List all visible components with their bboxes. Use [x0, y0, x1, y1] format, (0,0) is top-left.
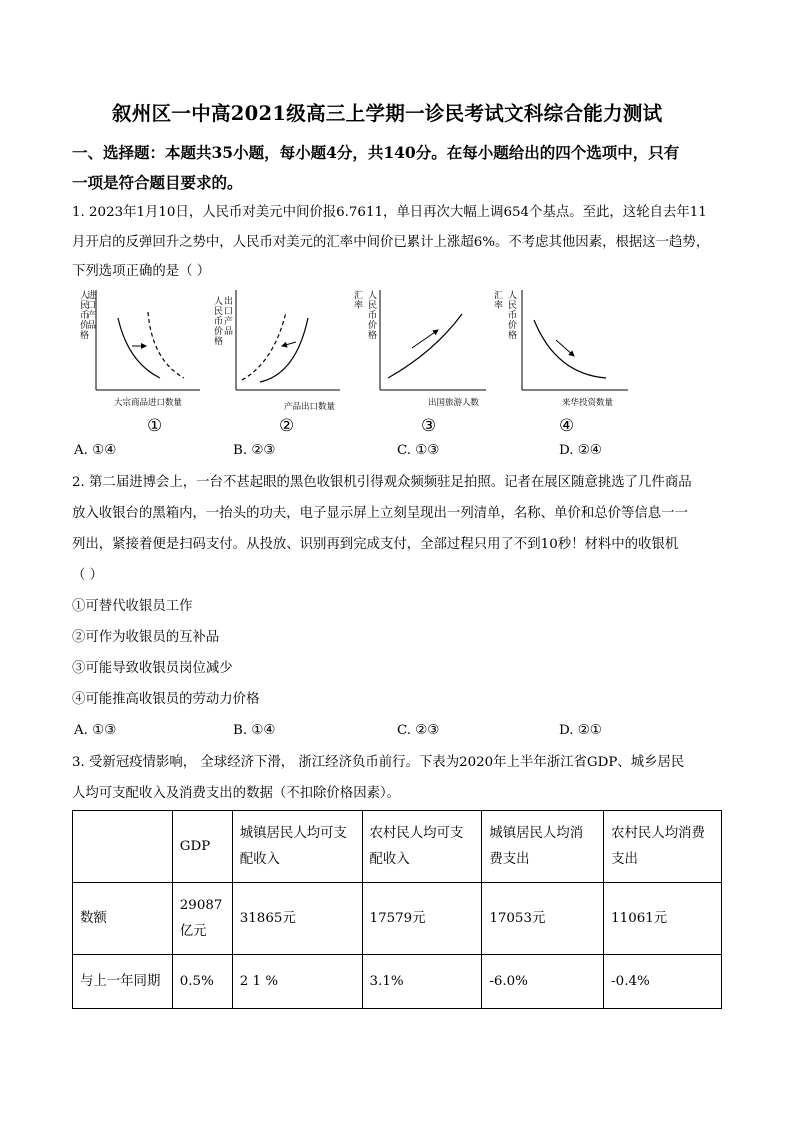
- trend-arrow: [556, 340, 574, 356]
- svg-text:价: 价: [80, 321, 90, 331]
- chart-4-number: ④: [559, 416, 575, 436]
- table-cell: -6.0%: [482, 955, 604, 1009]
- chart-2-xlabel: 产品出口数量: [284, 402, 336, 412]
- table-cell: 数额: [73, 883, 173, 955]
- table-cell: -0.4%: [604, 955, 722, 1009]
- table-header-cell: 城镇居民人均可支配收入: [232, 811, 362, 883]
- svg-text:人: 人: [508, 291, 518, 301]
- q2-option-c[interactable]: C. ②③: [397, 723, 440, 738]
- svg-text:格: 格: [508, 331, 518, 341]
- svg-text:产: 产: [224, 317, 234, 327]
- svg-text:民: 民: [80, 301, 90, 311]
- table-cell: 17579元: [362, 883, 482, 955]
- table-cell: 11061元: [604, 883, 722, 955]
- chart-3: [354, 290, 494, 415]
- q2-text-line4: （ ）: [72, 568, 104, 583]
- svg-text:价: 价: [508, 321, 518, 331]
- chart-2: [212, 290, 352, 415]
- q2-statement-4: ④可能推高收银员的劳动力价格: [72, 692, 260, 707]
- data-table: [72, 810, 722, 1009]
- q2-statement-3: ③可能导致收银员岗位减少: [72, 661, 233, 676]
- svg-text:格: 格: [80, 331, 90, 341]
- svg-text:人: 人: [368, 291, 378, 301]
- page-title: 叙州区一中高2021级高三上学期一诊民考试文科综合能力测试: [112, 102, 663, 125]
- table-header-row: [73, 811, 722, 883]
- svg-text:民: 民: [368, 301, 378, 311]
- svg-text:率: 率: [494, 301, 504, 311]
- table-row: [73, 883, 722, 955]
- table-cell: 与上一年同期: [73, 955, 173, 1009]
- q1-text-line3: 下列选项正确的是（ ）: [72, 264, 211, 279]
- svg-text:币: 币: [508, 311, 518, 321]
- q1-text-line2: 月开启的反弹回升之势中，人民币对美元的汇率中间价已累计上涨超6%。不考虑其他因素，根据这一趋势，: [72, 235, 710, 250]
- q2-text-line1: 2. 第二届进博会上，一台不甚起眼的黑色收银机引得观众频频驻足拍照。记者在展区随意挑选了几件商品: [72, 475, 692, 490]
- table-header-cell: 农村民人均可支配收入: [362, 811, 482, 883]
- q3-text-line1: 3. 受新冠疫情影响， 全球经济下滑， 浙江经济负币前行。下表为2020年上半年浙江省GDP、城乡居民: [72, 755, 685, 770]
- section-heading-line2: 一项是符合题目要求的。: [72, 173, 243, 192]
- table-cell: 29087亿元: [172, 883, 232, 955]
- chart-1-xlabel: 大宗商品进口数量: [114, 398, 183, 408]
- svg-text:口: 口: [87, 301, 97, 311]
- table-header-cell: [73, 811, 173, 883]
- svg-text:汇: 汇: [354, 291, 364, 301]
- trend-curve: [388, 314, 462, 378]
- svg-text:出: 出: [224, 297, 234, 307]
- q1-option-d[interactable]: D. ②④: [559, 443, 602, 458]
- svg-text:格: 格: [368, 331, 378, 341]
- svg-text:币: 币: [80, 311, 90, 321]
- chart-1-number: ①: [147, 416, 163, 436]
- table-header-cell: 城镇居民人均消费支出: [482, 811, 604, 883]
- table-header-cell: 农村民人均消费支出: [604, 811, 722, 883]
- svg-text:人: 人: [214, 297, 224, 307]
- q1-option-b[interactable]: B. ②③: [233, 443, 276, 458]
- svg-text:口: 口: [224, 307, 234, 317]
- svg-text:价: 价: [368, 321, 378, 331]
- supply-curve-shifted: [242, 312, 286, 380]
- q1-option-c[interactable]: C. ①③: [397, 443, 440, 458]
- chart-1-ylabel-a: 人: [80, 291, 90, 301]
- table-cell: 31865元: [232, 883, 362, 955]
- q1-option-a[interactable]: A. ①④: [74, 443, 117, 458]
- supply-curve: [260, 318, 308, 382]
- chart-3-xlabel: 出国旅游人数: [428, 398, 480, 408]
- chart-1: [72, 290, 212, 415]
- q3-text-line2: 人均可支配收入及消费支出的数据（不扣除价格因素）。: [72, 786, 401, 801]
- q2-option-b[interactable]: B. ①④: [233, 723, 276, 738]
- q2-option-d[interactable]: D. ②①: [559, 723, 602, 738]
- svg-text:产: 产: [87, 311, 97, 321]
- q2-text-line3: 列出，紧接着便是扫码支付。从投放、识别再到完成支付，全部过程只用了不到10秒！材料中的收银机: [72, 537, 679, 552]
- svg-text:价: 价: [214, 327, 224, 337]
- svg-text:品: 品: [224, 327, 234, 337]
- demand-curve: [118, 318, 160, 378]
- table-cell: 17053元: [482, 883, 604, 955]
- svg-text:汇: 汇: [494, 291, 504, 301]
- table-cell: 0.5%: [172, 955, 232, 1009]
- q1-text-line1: 1. 2023年1月10日，人民币对美元中间价报6.7611，单日再次大幅上调654个基点。至此，这轮自去年11: [72, 205, 707, 220]
- demand-curve-shifted: [148, 312, 184, 378]
- q2-statement-2: ②可作为收银员的互补品: [72, 630, 220, 645]
- chart-4: [494, 290, 634, 415]
- svg-text:品: 品: [87, 321, 97, 331]
- q2-option-a[interactable]: A. ①③: [74, 723, 117, 738]
- table-header-cell: GDP: [172, 811, 232, 883]
- table-cell: 2 1 %: [232, 955, 362, 1009]
- svg-text:率: 率: [354, 301, 364, 311]
- chart-4-xlabel: 来华投资数量: [562, 398, 614, 408]
- table-row: [73, 955, 722, 1009]
- shift-arrow: [282, 342, 296, 346]
- chart-3-number: ③: [421, 416, 437, 436]
- trend-curve: [534, 320, 606, 378]
- svg-text:民: 民: [508, 301, 518, 311]
- svg-text:格: 格: [214, 337, 224, 347]
- section-heading-line1: 一、选择题：本题共35小题，每小题4分，共140分。在每小题给出的四个选项中，只有: [72, 143, 680, 162]
- svg-text:币: 币: [368, 311, 378, 321]
- q2-statement-1: ①可替代收银员工作: [72, 599, 193, 614]
- q2-text-line2: 放入收银台的黑箱内，一抬头的功夫，电子显示屏上立刻呈现出一列清单，名称、单价和总价等信息一一: [72, 506, 688, 521]
- svg-text:民: 民: [214, 307, 224, 317]
- svg-text:币: 币: [214, 317, 224, 327]
- table-cell: 3.1%: [362, 955, 482, 1009]
- chart-2-number: ②: [279, 416, 295, 436]
- svg-text:进: 进: [87, 291, 97, 301]
